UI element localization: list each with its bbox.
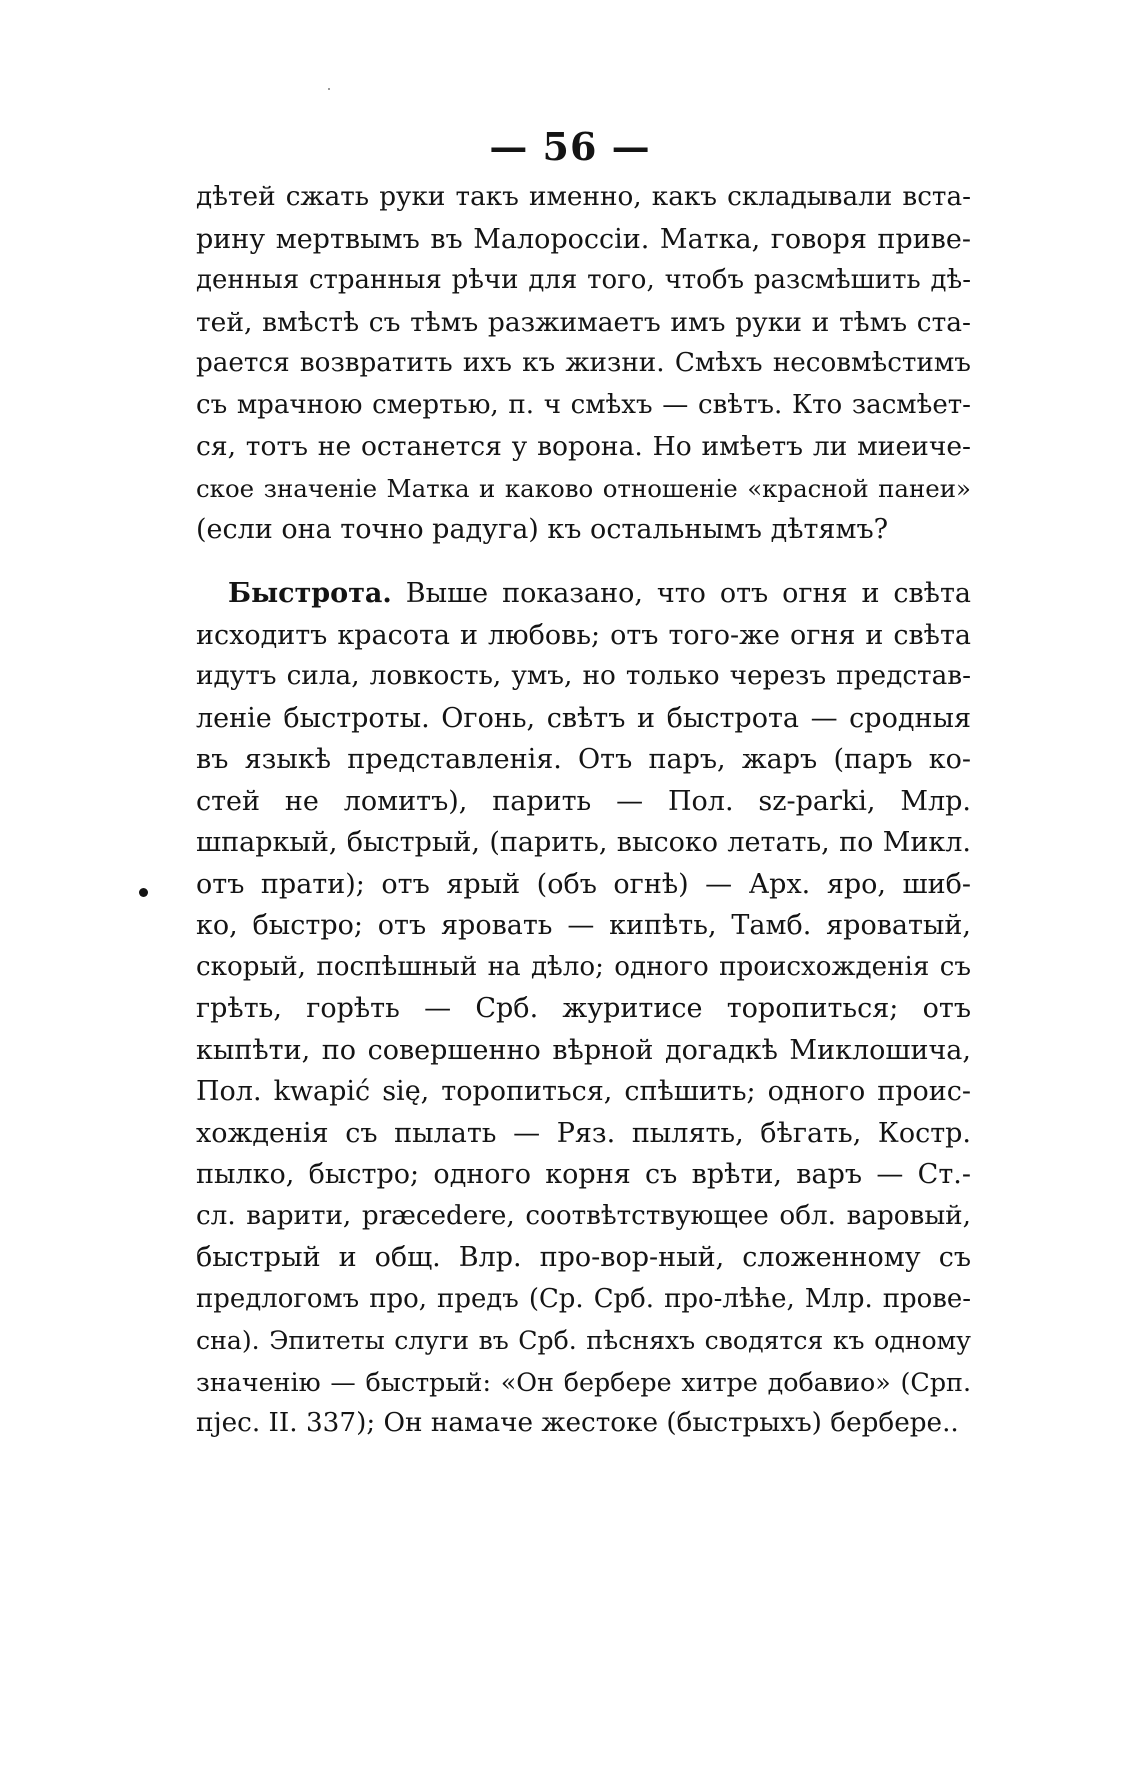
top-margin-speck <box>328 88 330 90</box>
text-line: шпаркый, быстрый, (парить, высоко летать, по Микл. <box>196 827 971 858</box>
text-line: скорый, поспѣшный на дѣло; одного происхожденія съ <box>196 951 971 982</box>
paragraph-first-line <box>196 573 971 615</box>
text-line: предлогомъ про, предъ (Ср. Срб. про-лѣће, Млр. прове- <box>196 1283 971 1314</box>
text-line: леніе быстроты. Огонь, свѣтъ и быстрота — сродныя <box>196 702 971 734</box>
text-line: значенію — быстрый: «Он бербере хитре добавио» (Срп. <box>196 1366 971 1397</box>
text-line: Пол. kwapić się, торопиться, спѣшить; одного проис- <box>196 1076 971 1107</box>
text-line: пјес. II. 337); Он намаче жестоке (быстрыхъ) бербере.. <box>196 1408 959 1438</box>
text-line: идутъ сила, ловкость, умъ, но только черезъ представ- <box>196 661 971 691</box>
text-line: сна). Эпитеты слуги въ Срб. пѣсняхъ сводятся къ одному <box>196 1326 971 1355</box>
section-heading: Быстрота. <box>228 578 392 609</box>
text-line: рину мертвымъ въ Малороссіи. Матка, говоря приве- <box>196 223 971 255</box>
text-line: съ мрачною смертью, п. ч смѣхъ — свѣтъ. Кто засмѣет- <box>196 389 971 420</box>
text-line: пылко, быстро; одного корня съ врѣти, варъ — Ст.- <box>196 1159 971 1190</box>
text-line: грѣть, горѣть — Срб. журитисе торопиться; отъ <box>196 993 971 1024</box>
text-line: въ языкѣ представленія. Отъ паръ, жаръ (паръ ко- <box>196 744 971 775</box>
text-line-rest: Выше показано, что отъ огня и свѣта <box>405 578 971 609</box>
text-line: тей, вмѣстѣ съ тѣмъ разжимаетъ имъ руки и тѣмъ ста- <box>196 306 971 338</box>
text-line: сл. варити, præcedere, соотвѣтствующее обл. варовый, <box>196 1200 971 1231</box>
text-line: кыпѣти, по совершенно вѣрной догадкѣ Миклошича, <box>196 1034 971 1066</box>
text-line: ко, быстро; отъ яровать — кипѣть, Тамб. яроватый, <box>196 910 971 941</box>
paragraph-1 <box>196 177 971 551</box>
text-line: отъ прати); отъ ярый (объ огнѣ) — Арх. яро, шиб- <box>196 868 971 900</box>
margin-bullet-mark <box>139 888 148 897</box>
text-line: (если она точно радуга) къ остальнымъ дѣтямъ? <box>196 514 889 545</box>
text-line: стей не ломитъ), парить — Пол. sz-parki, Млр. <box>196 785 971 817</box>
text-line: ся, тотъ не останется у ворона. Но имѣетъ ли миеиче- <box>196 431 971 462</box>
paragraph-2 <box>196 573 971 1445</box>
text-line: денныя странныя рѣчи для того, чтобъ разсмѣшить дѣ- <box>196 265 971 295</box>
text-line: хожденія съ пылать — Ряз. пылять, бѣгать, Костр. <box>196 1117 971 1149</box>
text-line: исходитъ красота и любовь; отъ того-же огня и свѣта <box>196 619 971 651</box>
text-line: быстрый и общ. Влр. про-вор-ный, сложенному съ <box>196 1242 971 1273</box>
text-line: ское значеніе Матка и каково отношеніе «красной панеи» <box>196 473 971 503</box>
text-line: дѣтей сжать руки такъ именно, какъ складывали вста- <box>196 182 971 212</box>
page-number: — 56 — <box>489 124 651 169</box>
text-line: рается возвратить ихъ къ жизни. Смѣхъ несовмѣстимъ <box>196 348 971 378</box>
